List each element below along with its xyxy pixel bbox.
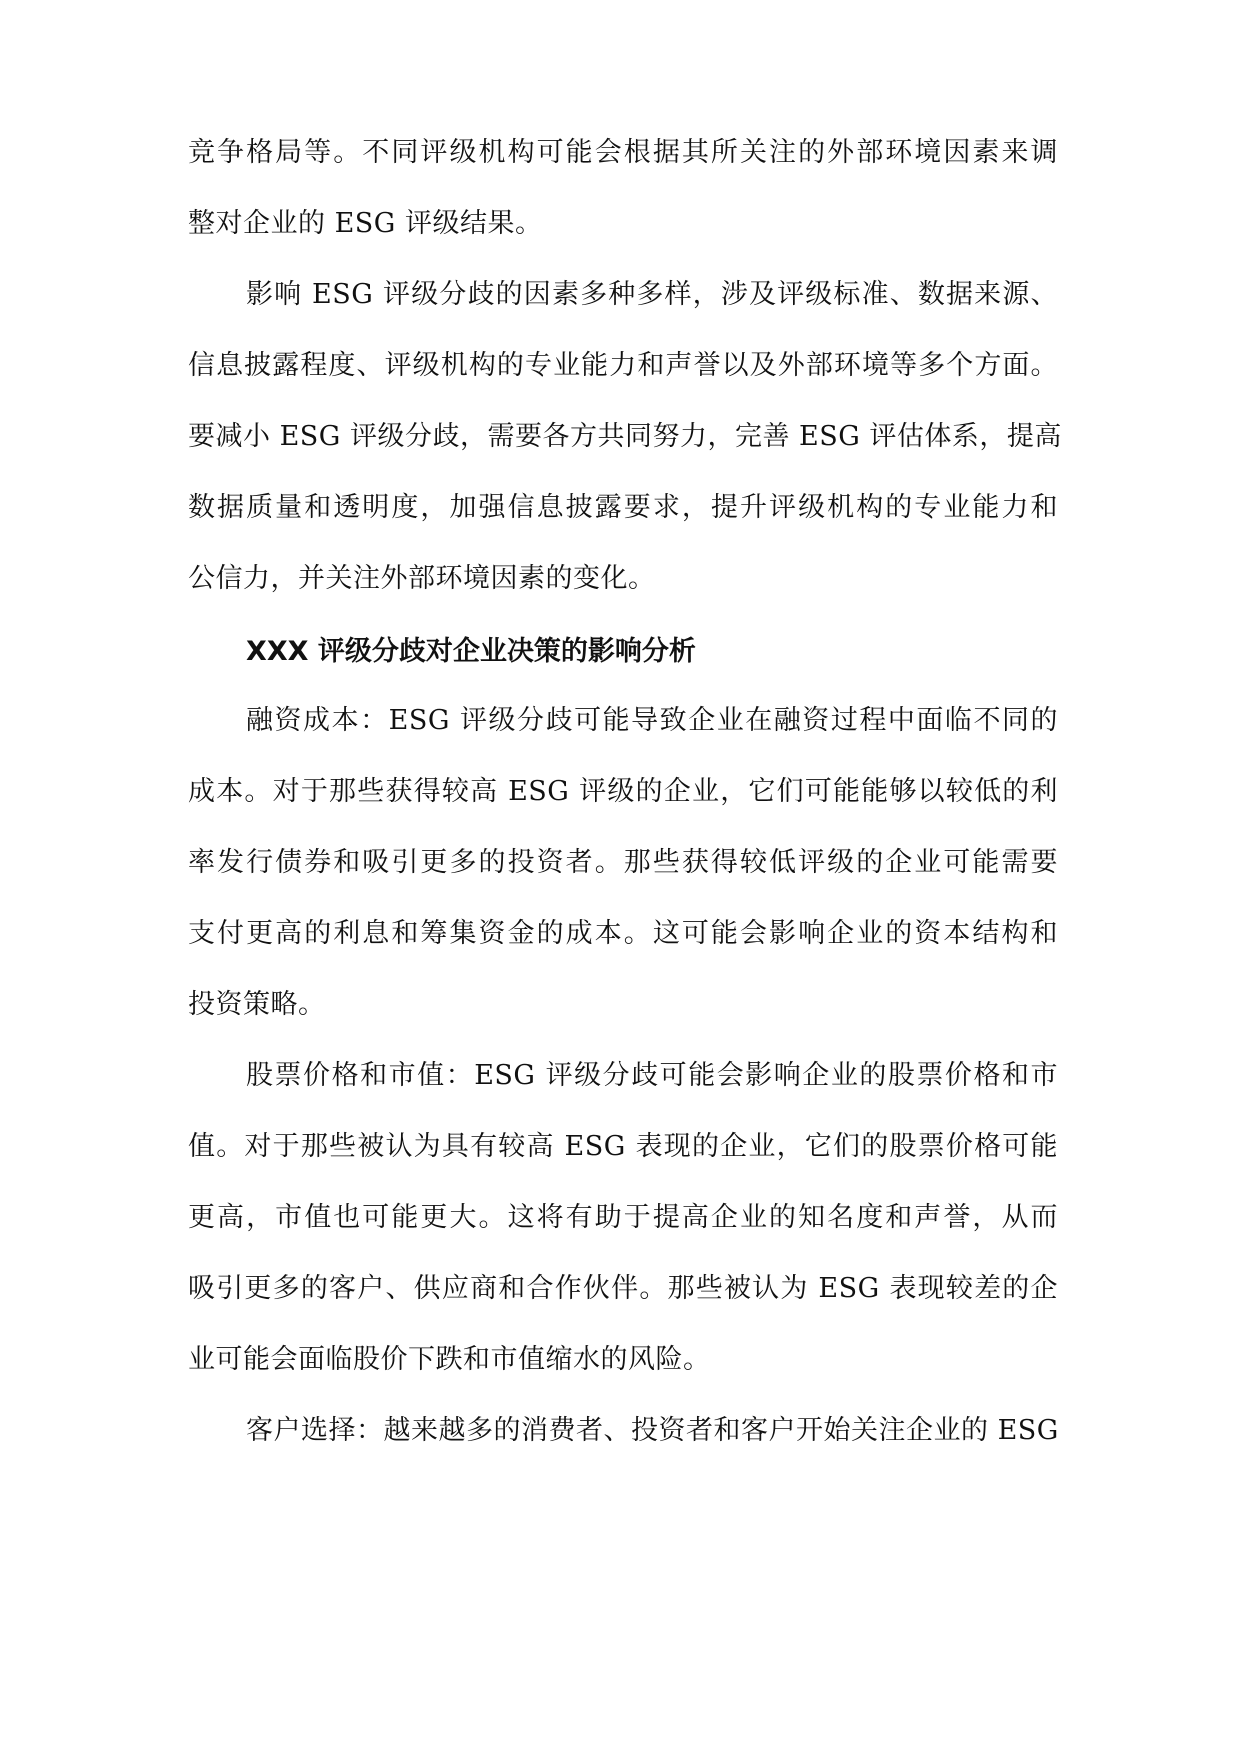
paragraph-line: 支付更高的利息和筹集资金的成本。这可能会影响企业的资本结构和	[188, 918, 1058, 949]
paragraph-line: 信息披露程度、评级机构的专业能力和声誉以及外部环境等多个方面。	[188, 350, 1058, 381]
paragraph-line: 股票价格和市值：ESG 评级分歧可能会影响企业的股票价格和市	[246, 1060, 1058, 1091]
paragraph-line: 整对企业的 ESG 评级结果。	[188, 208, 543, 239]
paragraph-line: 要减小 ESG 评级分歧，需要各方共同努力，完善 ESG 评估体系，提高	[188, 421, 1062, 452]
paragraph-line: 成本。对于那些获得较高 ESG 评级的企业，它们可能能够以较低的利	[188, 776, 1058, 807]
section-heading: XXX 评级分歧对企业决策的影响分析	[246, 636, 696, 667]
paragraph-line: 吸引更多的客户、供应商和合作伙伴。那些被认为 ESG 表现较差的企	[188, 1273, 1058, 1304]
paragraph-line: 率发行债券和吸引更多的投资者。那些获得较低评级的企业可能需要	[188, 847, 1058, 878]
paragraph-line: 公信力，并关注外部环境因素的变化。	[188, 563, 656, 594]
paragraph-line: 投资策略。	[188, 989, 326, 1020]
paragraph-line: 融资成本：ESG 评级分歧可能导致企业在融资过程中面临不同的	[246, 705, 1058, 736]
paragraph-line: 更高，市值也可能更大。这将有助于提高企业的知名度和声誉，从而	[188, 1202, 1058, 1233]
paragraph-line: 值。对于那些被认为具有较高 ESG 表现的企业，它们的股票价格可能	[188, 1131, 1058, 1162]
paragraph-line: 客户选择：越来越多的消费者、投资者和客户开始关注企业的 ESG	[246, 1415, 1059, 1446]
paragraph-line: 数据质量和透明度，加强信息披露要求，提升评级机构的专业能力和	[188, 492, 1058, 523]
paragraph-line: 业可能会面临股价下跌和市值缩水的风险。	[188, 1344, 711, 1375]
paragraph-line: 竞争格局等。不同评级机构可能会根据其所关注的外部环境因素来调	[188, 137, 1058, 168]
paragraph-line: 影响 ESG 评级分歧的因素多种多样，涉及评级标准、数据来源、	[246, 279, 1058, 310]
